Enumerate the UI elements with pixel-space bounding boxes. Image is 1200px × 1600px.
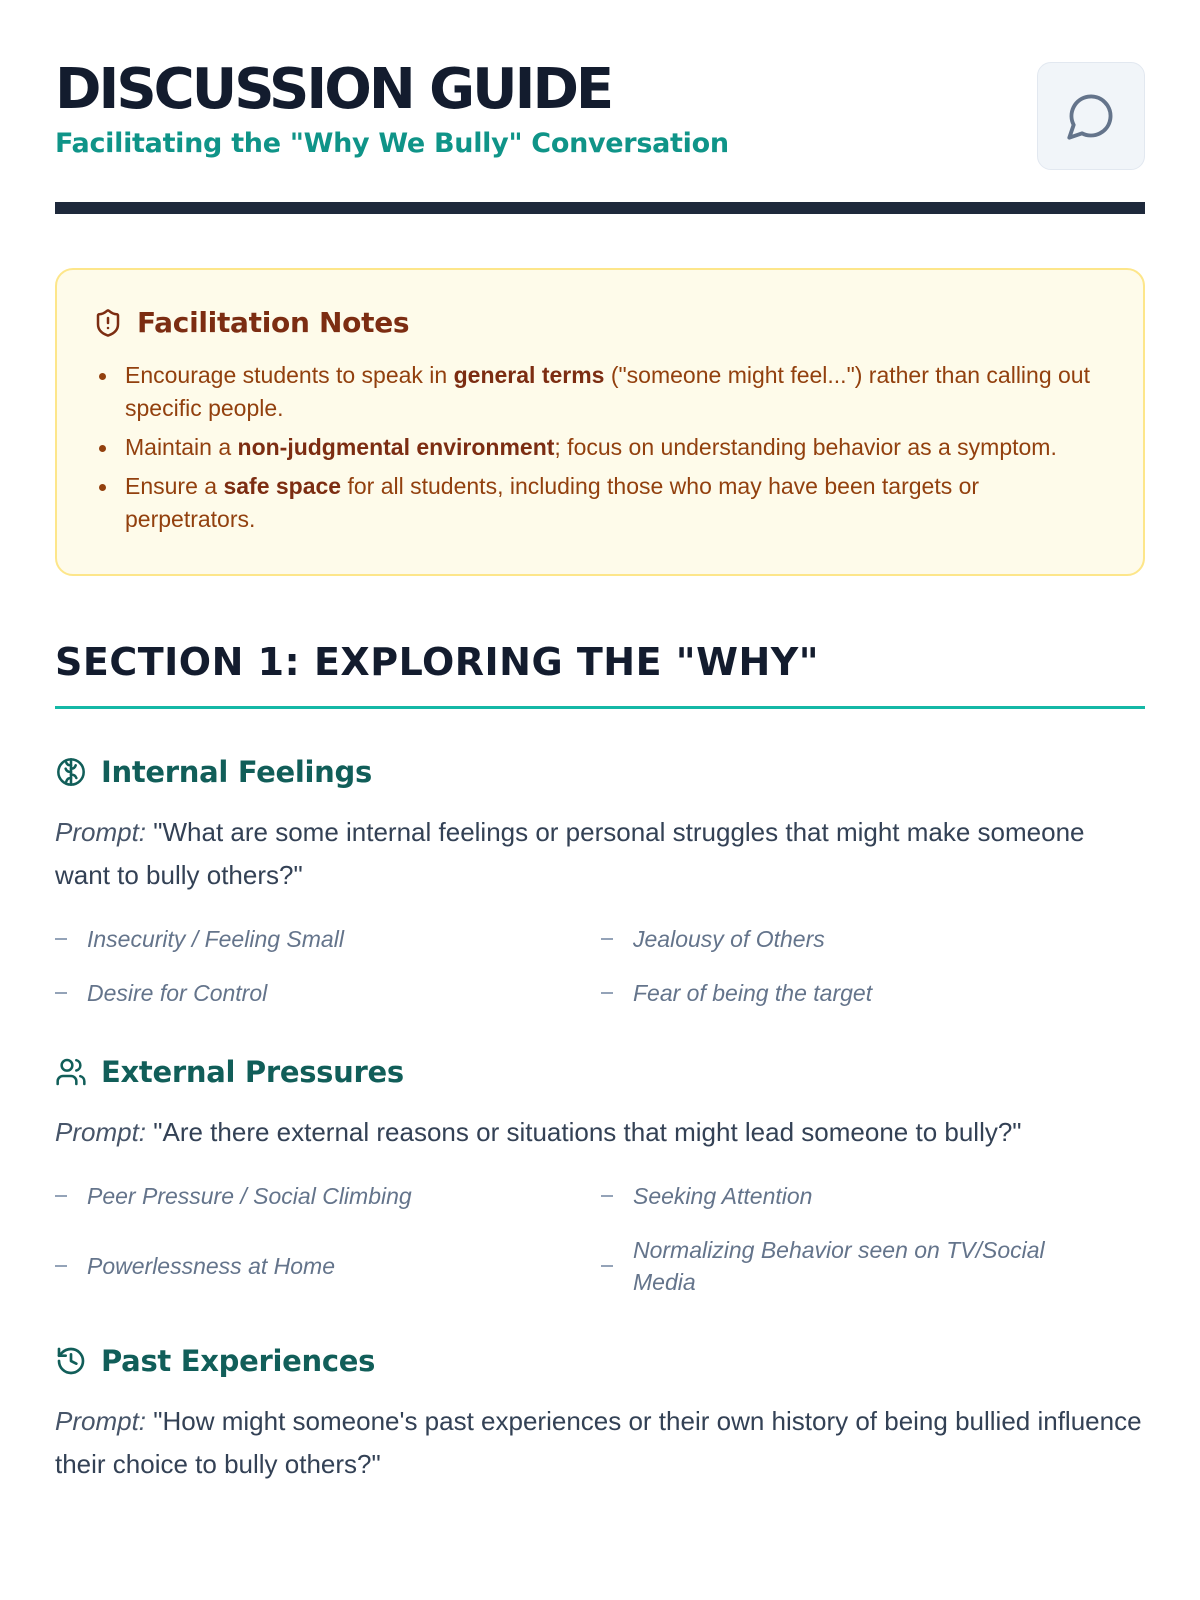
note-item: Ensure a safe space for all students, including those who may have been targets or perpetrators.	[93, 470, 1107, 536]
note-item: Maintain a non-judgmental environment; focus on understanding behavior as a symptom.	[93, 431, 1107, 464]
note-item: Encourage students to speak in general terms ("someone might feel...") rather than calling out specific people.	[93, 359, 1107, 425]
list-item: Seeking Attention	[601, 1180, 1145, 1212]
facilitation-notes-box	[55, 268, 1145, 576]
brain-icon	[55, 756, 87, 788]
shield-alert-icon	[93, 308, 123, 338]
message-circle-icon	[1065, 90, 1117, 142]
list-item: Peer Pressure / Social Climbing	[55, 1180, 601, 1212]
history-icon	[55, 1345, 87, 1377]
reasons-list	[55, 1180, 1145, 1298]
subsection-title: Internal Feelings	[101, 755, 372, 789]
list-item: Jealousy of Others	[601, 923, 1145, 955]
subsection-past-experiences	[55, 1344, 1145, 1486]
chat-button[interactable]	[1037, 62, 1145, 170]
header	[55, 57, 1145, 212]
section-divider	[55, 706, 1145, 709]
prompt-text: Prompt: "How might someone's past experiences or their own history of being bullied influence their choice to bully others?"	[55, 1406, 1142, 1479]
users-icon	[55, 1056, 87, 1088]
subsection-header	[55, 1344, 1145, 1378]
list-item: Fear of being the target	[601, 977, 1145, 1009]
prompt-text: Prompt: "Are there external reasons or situations that might lead someone to bully?"	[55, 1117, 1022, 1147]
page-title: DISCUSSION GUIDE	[55, 57, 612, 122]
list-item: Insecurity / Feeling Small	[55, 923, 601, 955]
list-item: Normalizing Behavior seen on TV/Social Media	[601, 1234, 1145, 1298]
subsection-title: Past Experiences	[101, 1344, 376, 1378]
header-divider	[55, 202, 1145, 214]
subsection-external-pressures	[55, 1055, 1145, 1298]
subsection-header	[55, 755, 1145, 789]
notes-header	[93, 306, 1107, 339]
list-item: Desire for Control	[55, 977, 601, 1009]
list-item: Powerlessness at Home	[55, 1234, 601, 1298]
subsection-header	[55, 1055, 1145, 1089]
page-subtitle: Facilitating the "Why We Bully" Conversation	[55, 128, 729, 159]
notes-title: Facilitation Notes	[137, 306, 410, 339]
subsection-internal-feelings	[55, 755, 1145, 1009]
subsection-title: External Pressures	[101, 1055, 404, 1089]
reasons-list	[55, 923, 1145, 1009]
section-title: SECTION 1: EXPLORING THE "WHY"	[55, 640, 820, 684]
notes-list	[93, 359, 1107, 536]
prompt-text: Prompt: "What are some internal feelings or personal struggles that might make someone want to bully others?"	[55, 817, 1085, 890]
